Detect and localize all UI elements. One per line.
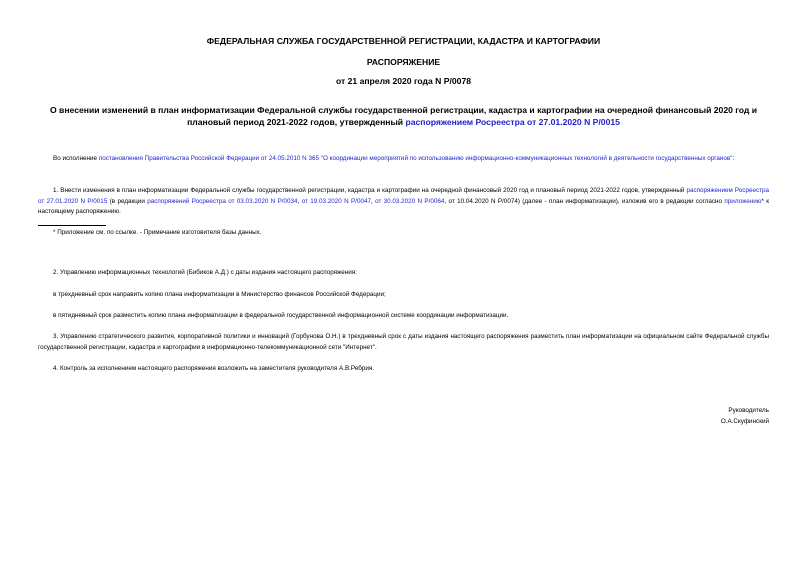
intro-suffix: : (732, 155, 735, 162)
order-0015-link[interactable]: распоряжением Росреестра от 27.01.2020 N Р/0015 (38, 187, 770, 205)
item-1-text: 1. Внести изменения в план информатизации Федеральной службы государственной регистрации, кадастра и картографии на очередной финансовый 2020 год и плановый период 2021-2022 годов, утвержденный (53, 187, 687, 194)
title-text: О внесении изменений в план информатизации Федеральной службы государственной регистрации, кадастра и картографии на очередной финансовый 2020 год и плановый период 2021-2022 годов, утвержденный (49, 105, 757, 127)
signature-name: О.А.Скуфинский (720, 418, 769, 425)
document-date: от 21 апреля 2020 года N Р/0078 (336, 76, 471, 86)
title-link[interactable]: распоряжением Росреестра от 27.01.2020 N Р/0015 (405, 117, 620, 127)
item-3-text: 3. Управлению стратегического развития, корпоративной политики и инноваций (Горбунова О.Н.) в трехдневный срок с даты издания настоящего распоряжения разместить план информатизации на официальном сайте Федеральной службы государственной регистрации, кадастра и картографии в информационно-телекоммуникационной сети "Интернет". (38, 333, 769, 351)
item-2-sub-1-text: в трехдневный срок направить копию плана информатизации в Министерство финансов Российской Федерации; (53, 291, 386, 298)
item-4-paragraph (38, 364, 769, 375)
item-2-sub-1 (38, 290, 769, 301)
item-1-paragraph (38, 186, 769, 218)
intro-paragraph (38, 154, 769, 165)
order-0064-link[interactable]: от 30.03.2020 N Р/0064 (375, 197, 445, 205)
item-1-text: , (297, 197, 302, 205)
intro-prefix: Во исполнение (53, 155, 99, 162)
government-decree-link[interactable]: постановления Правительства Российской Федерации от 24.05.2010 N 365 "О координации мероприятий по использованию информационно-коммуникационных технологий в деятельности государственных органов" (98, 155, 733, 162)
item-2-sub-2-text: в пятидневный срок разместить копию плана информатизации в федеральной государственной информационной системе координации информатизации. (53, 312, 509, 319)
item-1-text: , от 10.04.2020 N Р/0074) (далее - план информатизации), изложив его в редакции согласно (444, 197, 725, 205)
appendix-link[interactable]: приложению (724, 197, 762, 205)
order-0034-link[interactable]: распоряжений Росреестра от 03.03.2020 N Р/0034 (147, 197, 298, 205)
document-title (40, 104, 767, 128)
item-1-text: * к настоящему распоряжению. (38, 197, 769, 215)
footnote-divider (38, 225, 106, 226)
item-3-paragraph (38, 332, 769, 353)
item-2-text: 2. Управлению информационных технологий (Бибиков А.Д.) с даты издания настоящего распоряжения: (53, 269, 357, 276)
item-4-text: 4. Контроль за исполнением настоящего распоряжения возложить на заместителя руководителя А.В.Ребрия. (53, 365, 375, 372)
footnote: * Приложение см. по ссылке. - Примечание изготовителя базы данных. (53, 229, 262, 236)
item-1-text: (в редакции (107, 197, 148, 205)
item-2-sub-2 (38, 311, 769, 322)
item-1-text: , (370, 197, 376, 205)
order-0047-link[interactable]: от 19.03.2020 N Р/0047 (301, 197, 371, 205)
document-type: РАСПОРЯЖЕНИЕ (366, 57, 441, 67)
agency-name: ФЕДЕРАЛЬНАЯ СЛУЖБА ГОСУДАРСТВЕННОЙ РЕГИСТРАЦИИ, КАДАСТРА И КАРТОГРАФИИ (206, 36, 601, 46)
signature-position: Руководитель (728, 407, 769, 414)
item-2-paragraph (38, 268, 769, 279)
